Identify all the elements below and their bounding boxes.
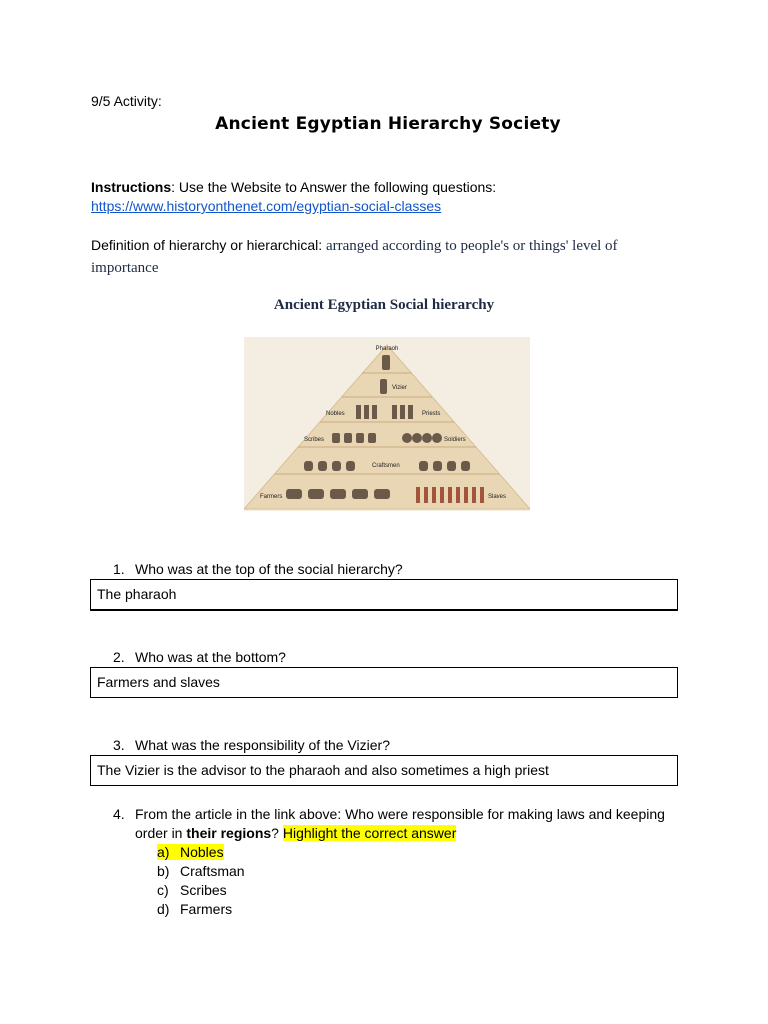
activity-date: 9/5 Activity: (91, 93, 162, 109)
page-title: Ancient Egyptian Hierarchy Society (215, 114, 561, 134)
social-pyramid-image (244, 337, 530, 511)
option-letter: c) (157, 882, 169, 898)
option-letter: b) (157, 863, 170, 879)
option-letter: a) (157, 844, 170, 860)
question-number: 2. (113, 649, 125, 665)
definition-answer: arranged according to people's or things' level of importance (91, 238, 618, 276)
option-text: Farmers (180, 901, 233, 917)
question-text: Who was at the bottom? (135, 649, 286, 665)
answer-options (157, 843, 245, 919)
label-scribes: Scribes (304, 437, 325, 443)
source-link[interactable]: https://www.historyonthenet.com/egyptian-social-classes (91, 198, 442, 214)
figure-title: Ancient Egyptian Social hierarchy (273, 297, 495, 313)
label-farmers: Farmers (260, 494, 283, 500)
label-pharaoh: Pharaoh (375, 346, 399, 352)
answer-box-1[interactable]: The pharaoh (90, 579, 678, 611)
option-d[interactable] (157, 900, 245, 919)
question-number: 3. (113, 737, 125, 753)
option-text: Scribes (180, 882, 227, 898)
definition (91, 235, 651, 279)
option-letter: d) (157, 901, 170, 917)
instructions (91, 178, 496, 196)
label-vizier: Vizier (392, 385, 407, 391)
label-soldiers: Soldiers (444, 437, 466, 443)
question-4-punct: ? (271, 825, 283, 841)
option-text: Nobles (180, 844, 224, 860)
option-a[interactable] (157, 843, 245, 862)
question-2 (113, 648, 286, 666)
question-text: What was the responsibility of the Vizier? (135, 737, 390, 753)
instructions-text: : Use the Website to Answer the following questions: (171, 179, 497, 195)
answer-box-2[interactable]: Farmers and slaves (90, 667, 678, 698)
label-priests: Priests (422, 411, 441, 417)
label-nobles: Nobles (326, 411, 345, 417)
question-3 (113, 736, 390, 754)
question-1 (113, 560, 403, 578)
question-4 (113, 805, 673, 843)
option-b[interactable] (157, 862, 245, 881)
question-4-emphasis: their regions (186, 825, 272, 841)
question-number: 1. (113, 561, 125, 577)
question-4-line-2: order in (135, 825, 187, 841)
question-text: Who was at the top of the social hierarchy? (135, 561, 403, 577)
answer-box-3[interactable]: The Vizier is the advisor to the pharaoh and also sometimes a high priest (90, 755, 678, 786)
option-c[interactable] (157, 881, 245, 900)
question-4-line-1: From the article in the link above: Who were responsible for making laws and keeping (135, 806, 665, 822)
question-number: 4. (113, 806, 125, 822)
option-text: Craftsman (180, 863, 245, 879)
definition-prompt: Definition of hierarchy or hierarchical: (91, 237, 326, 253)
label-craftsmen: Craftsmen (372, 463, 400, 469)
highlight-instruction: Highlight the correct answer (282, 825, 457, 841)
instructions-label: Instructions (91, 179, 172, 195)
label-slaves: Slaves (488, 494, 507, 500)
